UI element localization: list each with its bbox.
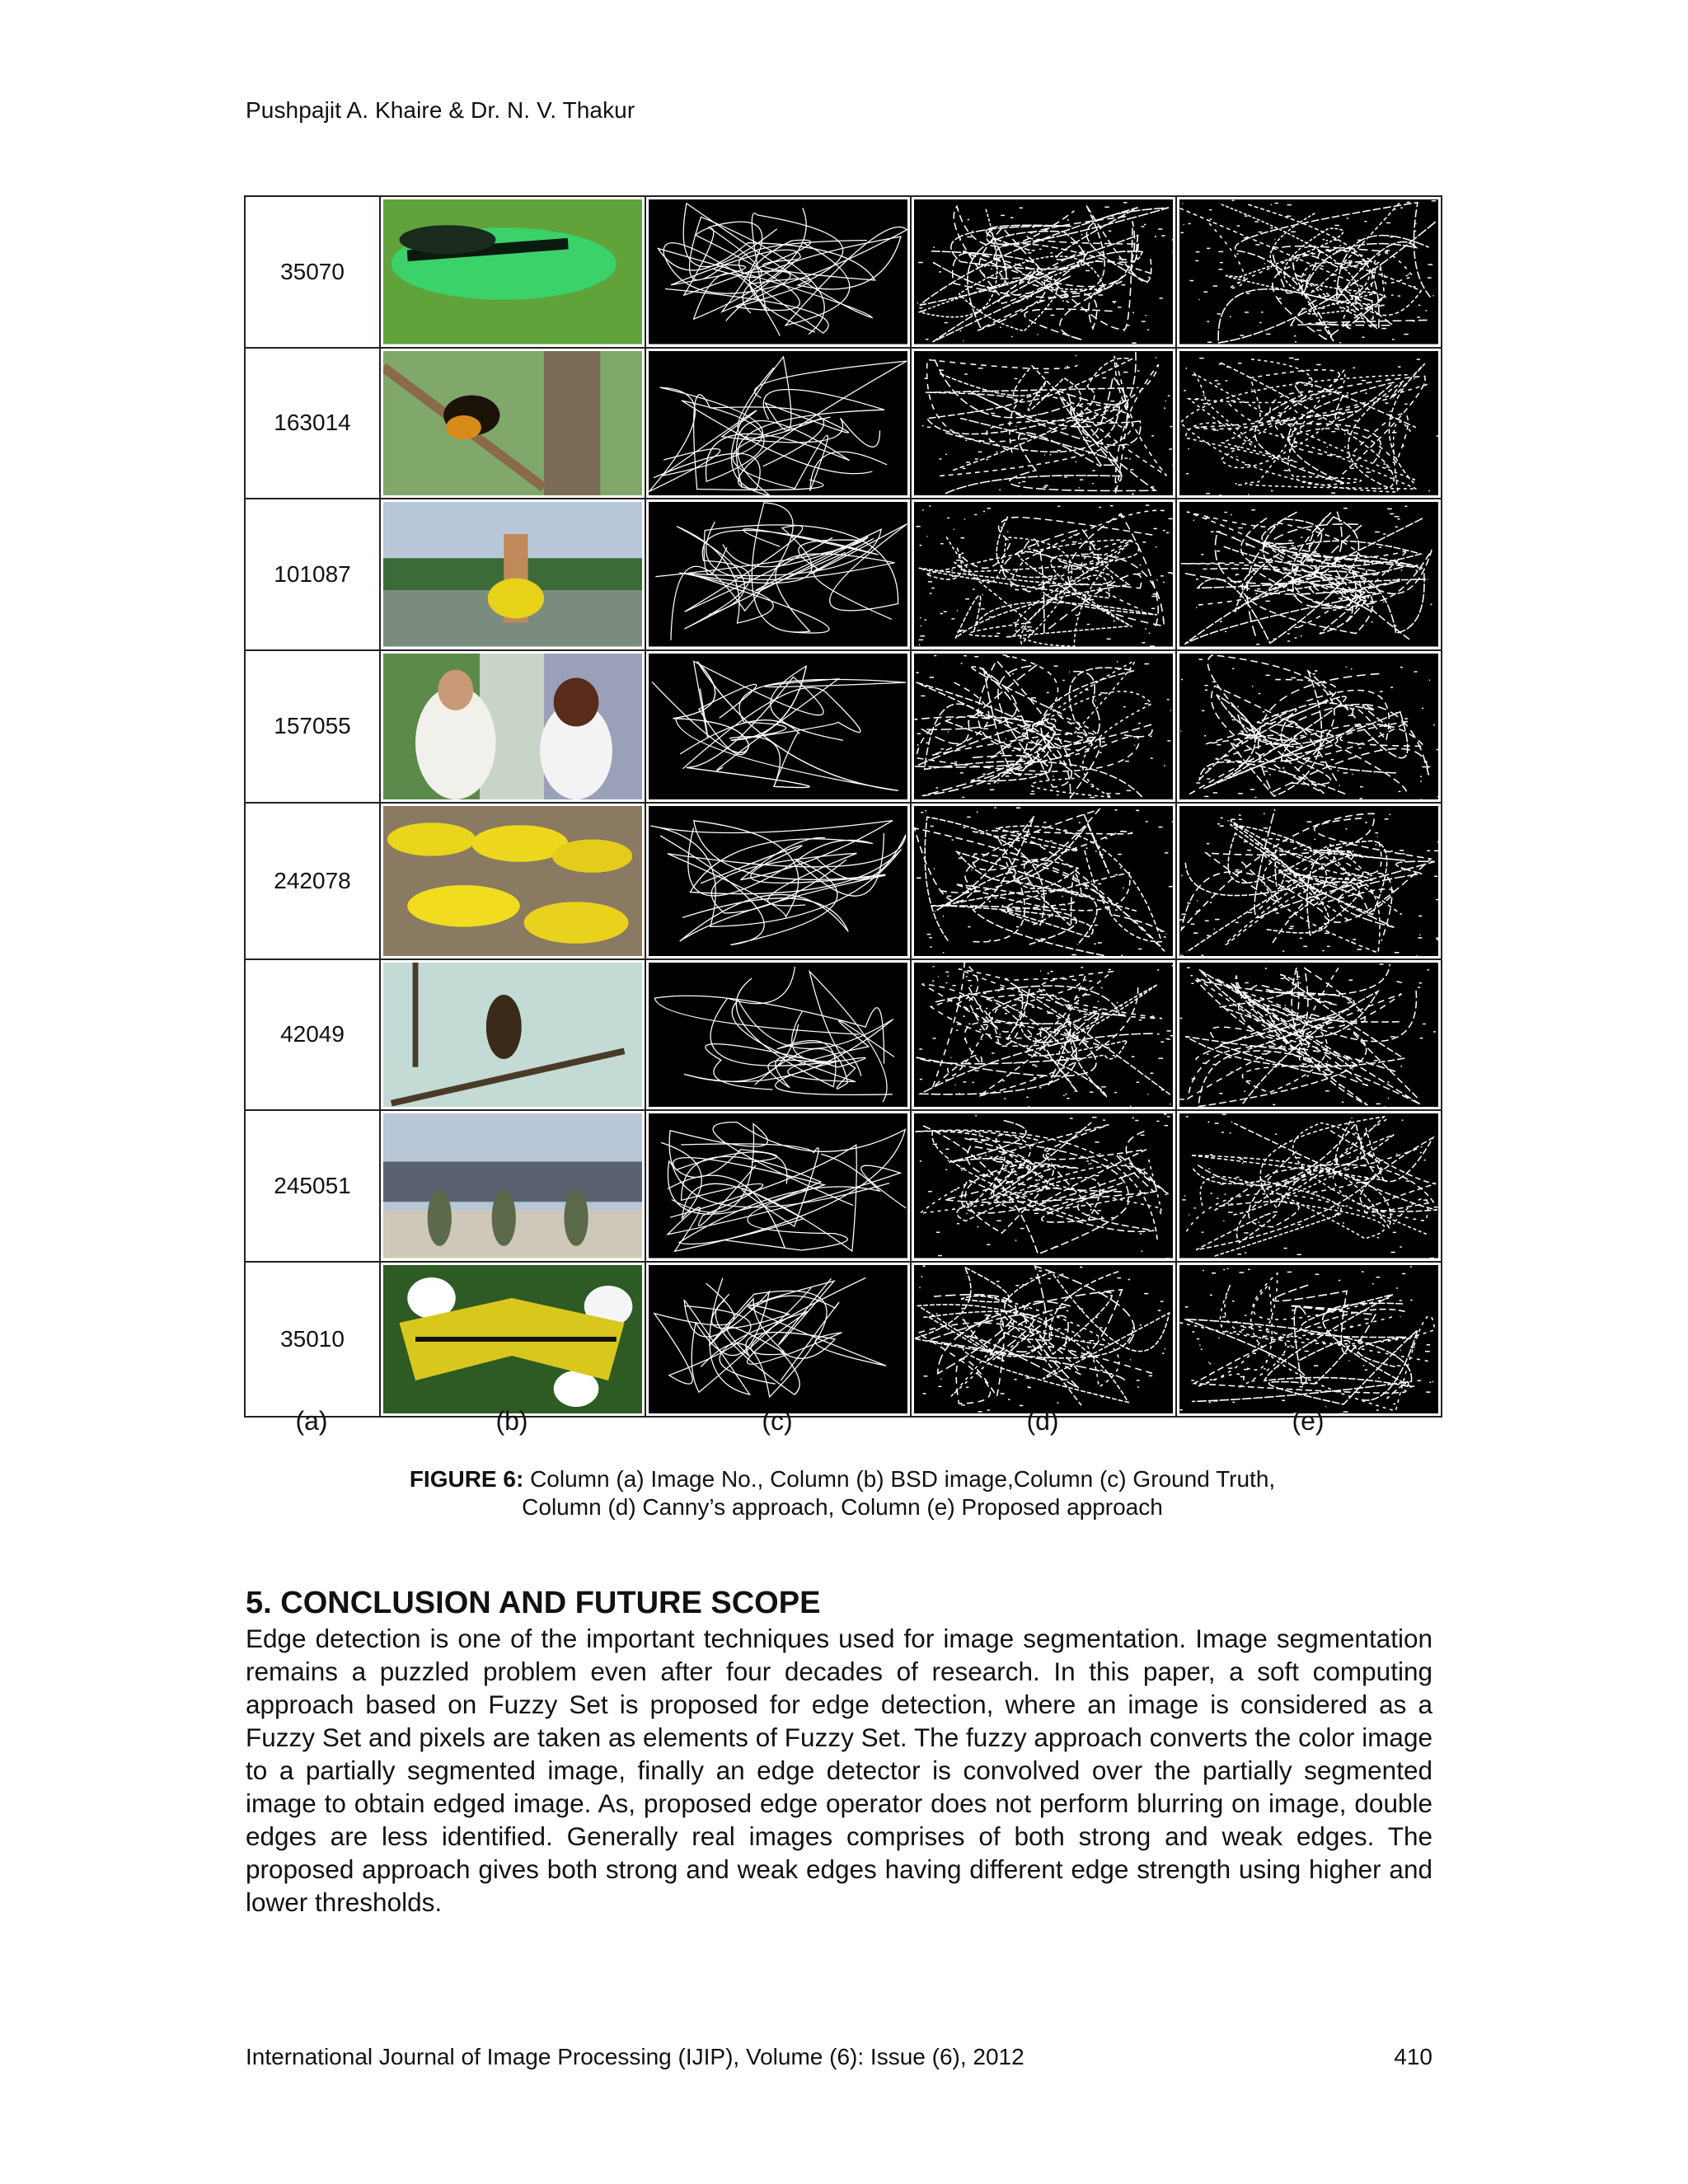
figure-row bbox=[245, 1110, 1442, 1262]
proposed-result-cell bbox=[1176, 196, 1442, 348]
canny-result-cell bbox=[911, 803, 1176, 959]
edge-map-graphic bbox=[914, 199, 1173, 344]
ground-truth-cell bbox=[645, 803, 911, 959]
edge-map-graphic bbox=[1179, 654, 1438, 799]
bsd-image-cell bbox=[380, 1110, 645, 1262]
edge-map-graphic bbox=[914, 351, 1173, 496]
canny-result-cell bbox=[911, 499, 1176, 650]
figure-row bbox=[245, 1262, 1442, 1417]
column-label-b: (b) bbox=[495, 1406, 528, 1436]
column-label-d: (d) bbox=[1026, 1406, 1059, 1436]
bsd-image bbox=[381, 651, 645, 802]
ground-truth-cell bbox=[645, 499, 911, 650]
edge-map-graphic bbox=[649, 963, 907, 1108]
bsd-photo-graphic bbox=[383, 963, 642, 1108]
ground-truth-image bbox=[646, 197, 910, 347]
bsd-photo-graphic bbox=[383, 351, 642, 496]
ground-truth-image bbox=[646, 804, 910, 958]
edge-map-graphic bbox=[649, 1113, 907, 1258]
edge-map-graphic bbox=[914, 502, 1173, 647]
edge-map-graphic bbox=[914, 1265, 1173, 1413]
bsd-image-cell bbox=[380, 499, 645, 650]
edge-map-graphic bbox=[1179, 806, 1438, 956]
image-number: 42049 bbox=[245, 959, 380, 1111]
edge-map-graphic bbox=[1179, 199, 1438, 344]
proposed-result-image bbox=[1177, 651, 1441, 802]
figure-row bbox=[245, 959, 1442, 1111]
footer-page-number: 410 bbox=[1394, 2044, 1432, 2069]
figure-row bbox=[245, 499, 1442, 650]
bsd-photo-graphic bbox=[383, 1113, 642, 1258]
bsd-image bbox=[381, 804, 645, 958]
edge-map-graphic bbox=[649, 806, 907, 956]
edge-map-graphic bbox=[1179, 1113, 1438, 1258]
figure-row bbox=[245, 348, 1442, 499]
ground-truth-image bbox=[646, 1111, 910, 1261]
canny-result-image bbox=[912, 1263, 1175, 1416]
canny-result-image bbox=[912, 1111, 1175, 1261]
proposed-result-image bbox=[1177, 197, 1441, 347]
ground-truth-cell bbox=[645, 196, 911, 348]
edge-map-graphic bbox=[649, 654, 907, 799]
proposed-result-cell bbox=[1176, 650, 1442, 803]
figure-row bbox=[245, 196, 1442, 348]
proposed-result-cell bbox=[1176, 348, 1442, 499]
bsd-image bbox=[381, 1111, 645, 1261]
canny-result-cell bbox=[911, 348, 1176, 499]
figure-caption bbox=[244, 1465, 1441, 1521]
proposed-result-cell bbox=[1176, 959, 1442, 1111]
canny-result-image bbox=[912, 197, 1175, 347]
ground-truth-cell bbox=[645, 1262, 911, 1417]
edge-map-graphic bbox=[914, 654, 1173, 799]
edge-map-graphic bbox=[1179, 963, 1438, 1108]
canny-result-cell bbox=[911, 1262, 1176, 1417]
figure-row bbox=[245, 803, 1442, 959]
edge-map-graphic bbox=[1179, 1265, 1438, 1413]
canny-result-cell bbox=[911, 650, 1176, 803]
bsd-image-cell bbox=[380, 348, 645, 499]
column-label-e: (e) bbox=[1292, 1406, 1325, 1436]
bsd-image bbox=[381, 197, 645, 347]
proposed-result-image bbox=[1177, 349, 1441, 499]
canny-result-cell bbox=[911, 196, 1176, 348]
edge-map-graphic bbox=[914, 806, 1173, 956]
ground-truth-cell bbox=[645, 1110, 911, 1262]
bsd-image bbox=[381, 1263, 645, 1416]
canny-result-image bbox=[912, 651, 1175, 802]
bsd-image bbox=[381, 499, 645, 649]
figure-table bbox=[244, 195, 1442, 1418]
ground-truth-image bbox=[646, 960, 910, 1110]
image-number: 101087 bbox=[245, 499, 380, 650]
proposed-result-cell bbox=[1176, 1262, 1442, 1417]
proposed-result-image bbox=[1177, 1111, 1441, 1261]
ground-truth-image bbox=[646, 349, 910, 499]
bsd-photo-graphic bbox=[383, 806, 642, 956]
running-head: Pushpajit A. Khaire & Dr. N. V. Thakur bbox=[246, 97, 635, 123]
bsd-photo-graphic bbox=[383, 199, 642, 344]
bsd-photo-graphic bbox=[383, 1265, 642, 1413]
caption-line-2: Column (d) Canny’s approach, Column (e) Proposed approach bbox=[522, 1494, 1163, 1520]
proposed-result-cell bbox=[1176, 499, 1442, 650]
image-number: 157055 bbox=[245, 650, 380, 803]
ground-truth-cell bbox=[645, 959, 911, 1111]
proposed-result-image bbox=[1177, 1263, 1441, 1416]
canny-result-cell bbox=[911, 959, 1176, 1111]
canny-result-image bbox=[912, 499, 1175, 649]
ground-truth-image bbox=[646, 651, 910, 802]
bsd-image-cell bbox=[380, 1262, 645, 1417]
edge-map-graphic bbox=[1179, 351, 1438, 496]
edge-map-graphic bbox=[649, 199, 907, 344]
proposed-result-image bbox=[1177, 960, 1441, 1110]
image-number: 245051 bbox=[245, 1110, 380, 1262]
canny-result-cell bbox=[911, 1110, 1176, 1262]
proposed-result-image bbox=[1177, 804, 1441, 958]
caption-label: FIGURE 6: bbox=[409, 1466, 524, 1492]
section-body: Edge detection is one of the important techniques used for image segmentation. Image segmentation remains a puzzled problem even after four decades of research. In this paper, a soft computing approach based on Fuzzy Set is proposed for edge detection, where an image is considered as a Fuzzy Set and pixels are taken as elements of Fuzzy Set. The fuzzy approach converts the color image to a partially segmented image, finally an edge detector is convolved over the partially segmented image to obtain edged image. As, proposed edge operator does not perform blurring on image, double edges are less identified. Generally real images comprises of both strong and weak edges. The proposed approach gives both strong and weak edges having different edge strength using higher and lower thresholds. bbox=[246, 1624, 1432, 1917]
column-label-a: (a) bbox=[295, 1406, 328, 1436]
proposed-result-cell bbox=[1176, 1110, 1442, 1262]
canny-result-image bbox=[912, 804, 1175, 958]
ground-truth-image bbox=[646, 499, 910, 649]
image-number: 35010 bbox=[245, 1262, 380, 1417]
caption-line-1: Column (a) Image No., Column (b) BSD image,Column (c) Ground Truth, bbox=[523, 1466, 1276, 1492]
proposed-result-cell bbox=[1176, 803, 1442, 959]
canny-result-image bbox=[912, 960, 1175, 1110]
edge-map-graphic bbox=[649, 502, 907, 647]
bsd-photo-graphic bbox=[383, 654, 642, 799]
bsd-image-cell bbox=[380, 196, 645, 348]
bsd-image-cell bbox=[380, 650, 645, 803]
footer-journal: International Journal of Image Processing (IJIP), Volume (6): Issue (6), 2012 bbox=[246, 2044, 1025, 2069]
canny-result-image bbox=[912, 349, 1175, 499]
image-number: 35070 bbox=[245, 196, 380, 348]
ground-truth-cell bbox=[645, 650, 911, 803]
figure-row bbox=[245, 650, 1442, 803]
ground-truth-image bbox=[646, 1263, 910, 1416]
column-labels bbox=[244, 1406, 1441, 1436]
column-label-c: (c) bbox=[762, 1406, 793, 1436]
ground-truth-cell bbox=[645, 348, 911, 499]
bsd-image-cell bbox=[380, 803, 645, 959]
bsd-image-cell bbox=[380, 959, 645, 1111]
edge-map-graphic bbox=[649, 351, 907, 496]
bsd-photo-graphic bbox=[383, 502, 642, 647]
edge-map-graphic bbox=[914, 1113, 1173, 1258]
image-number: 242078 bbox=[245, 803, 380, 959]
section-title: 5. CONCLUSION AND FUTURE SCOPE bbox=[246, 1586, 821, 1620]
proposed-result-image bbox=[1177, 499, 1441, 649]
edge-map-graphic bbox=[649, 1265, 907, 1413]
bsd-image bbox=[381, 960, 645, 1110]
edge-map-graphic bbox=[1179, 502, 1438, 647]
edge-map-graphic bbox=[914, 963, 1173, 1108]
image-number: 163014 bbox=[245, 348, 380, 499]
bsd-image bbox=[381, 349, 645, 499]
